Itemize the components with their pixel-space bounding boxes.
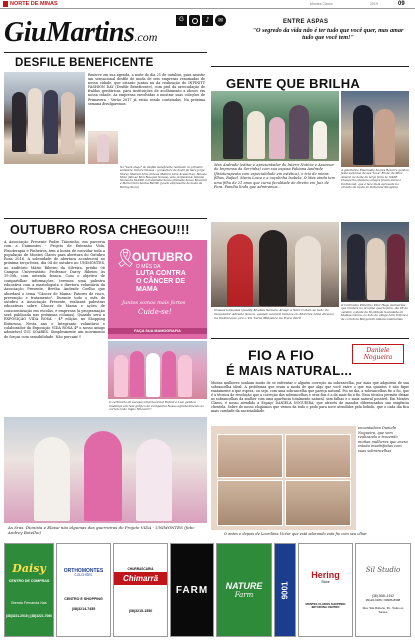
header-page-number: 09 [398,0,405,7]
fio-caption-bottom: O antes e depois de Lourilima Victor que está adorando esta fio com seu olhar [224,532,367,536]
ad-sil-phone: (38) 3081-1912 [372,594,394,599]
header-edition: 2019 [370,2,378,6]
quote-text: "O segredo da vida não é ter tudo que você quer, mas amar tudo que você tem!" [252,27,404,42]
ad-sil-phone2: 99122-6186 | 99986-8998 [365,598,401,603]
ad-nature-farm[interactable] [216,543,272,637]
quote-section-title: ENTRE ASPAS [283,19,329,25]
ad-sil-studio[interactable] [355,543,411,637]
ad-daisy-tagline: CENTRO DE COMPRAS [8,579,50,584]
ad-hering-store[interactable] [298,543,353,637]
desfile-caption: No "back stage" do desfile beneficente realizado no primeiro semestre, Naiara Nassau - (consultora de moda da Sara Jorge Store), Mairani Lima (lida-se Mairani Lima Acessórios), Simone Mota (lida-se Mon Bouquet Noivas), seta profissional, Silvana Nunes de SAÚDE com Danielle Souza (Danielle Souza Mozerel) e Maria Clara Santos Bertini (jovem empresária da moda da Hering Store) [120,165,207,189]
outubro-title: OUTUBRO ROSA CHEGOU!!! [10,223,190,237]
outubro-photo-women [4,417,207,523]
fio-photo-eyes [211,426,356,530]
outubro-poster-script: Juntos somos mais fortes [122,300,186,306]
outubro-poster [108,240,207,339]
fio-title-line1: FIO A FIO [248,347,315,363]
fio-caption-right: encantadora Daniela Nogueira, que vem realizando e trazendo muitas mulheres que aceso estaão insatisfeitas com suas sobrancelhas [358,426,408,453]
ad-chimarra-phone: (38)3215-1550 [128,608,153,613]
gente-photo-couple [341,91,409,167]
header-flag-left [3,1,8,7]
outubro-poster-line3: LUTA CONTRA [136,270,186,277]
social-icons [176,15,232,27]
ad-hering-name: Hering [311,570,340,581]
gente-caption-center: Nossas lobbadas Quality Models Samara Araújo e Sara Cohen se tudo do maquiador Adriano Souza, quando uaaram temece do Motores Lima direcao na tradincacao pra o Vix Turra Mktplace na Folca 2016 [214,308,334,320]
ad-ortho-sub: COLCHÕES [74,572,93,577]
ad-hering-number: 9001 [280,581,290,599]
ad-nature-name: NATURE [225,581,263,591]
ad-daisy[interactable] [4,543,54,637]
outubro-caption-bottom: As Sras. Dionisia e Elaise não algumas das guerreiras do Projeto VIDA - UNIMONTES (foto: Andrey Botelho) [8,525,195,535]
outubro-poster-footer: FAÇA SUA MAMOGRAFIA [108,328,207,334]
header-section-name: NORTE DE MINAS [10,1,58,7]
fio-brand-logo: Daniele Nogueira [352,344,404,364]
top-header-bar [0,0,415,9]
ad-nature-sub: Farm [234,591,254,599]
outubro-poster-line5: MAMA [136,286,158,293]
ad-chimarra[interactable] [113,543,168,637]
ad-ortho-line: CENTRO E SHOPPING [64,597,103,601]
ad-farm[interactable] [170,543,214,637]
brand-logo-domain: .com [134,30,158,44]
ad-hering-line: MONTES CLAROS SHOPPING IBITURUNA CENTRO [305,601,346,610]
desfile-photo-group [4,72,85,164]
gente-photo-trio [341,222,409,302]
ad-farm-name: FARM [175,584,209,596]
fio-body: Muitas mulheres sonham muito de se enfrentar o alguém correção na sobrancelha, por mais que adquirem de sua sobrancelha ideal. A problemas que eram a moda de que algo que você entre o que sua quantos é não fique exatamente a que espera, ou seja, com uma sobrancelha que pareça natural. Foi no dia, a sobrancelhas fio a fio, que é a técnica de resolução que a correção das sobrancelhas e seus fios é a da mais fio a fio. Essa técnica permite deixar as sobrancelhas da mulher com uma aparência totalmente natural, sem falhas e o mais natural possível. Em Montes Claros, é nosso atendido a Espaço DANIELA NOGUEIRA, que através de mandos diferenciados sua exigência clientela. Sobre do nosso elogiamos que vemos da todo o pedo para nove atendidos pela bebido, que o cada dia fica mais caridade da nacionalidade. [211,381,409,413]
desfile-title: DESFILE BENEFICENTE [15,57,154,69]
outubro-poster-line2: O MÊS DA [136,264,161,270]
desfile-top-rule [4,52,207,53]
ad-sil-name: Sil Studio [365,566,401,575]
brand-logo-text: GiuMartins [4,17,135,48]
ad-chimarra-name: Chimarrã [114,572,167,585]
pink-ribbon-icon: 🎗 [114,248,137,269]
gente-photo-models [211,222,339,307]
fio-top-rule [211,338,409,339]
outubro-body: A Associação Presente Padre Tiãozinho, em parceria com a Unimontes - Projeto de Extensão Vida, Fisioterapia e Pinheiros, tem a honra de convidar toda a população de Montes Claros para abertura do Outubro Rosa 2016. A solenidade de abertura acontecerá no próxima terça-feira, dia 04 de outubro no UNIMONTES, no auditório Mário Ribeiro da Silveira, prédio 06 Campus Universitário Professor Darcy Ribeiro às 19:30h, com entrada franca. Com o objetivo de compartilhar informações, teremos uma palestra educativa com a mastologista e diretora voluntária da Associação Presente, Bertha Andrade Coelho que abordará o tema "Câncer de Mama: Fatores de risco, prevenção e tratamento". Durante todo o mês de outubro a Associação Presente, realizará palestras educativas sobre Câncer de Mama e ações de conscientização em escolas, e empresas (a programação será publicada nas próximas colunas). Quando será a EXPOSIÇÃO VIDA ROSA - 4ª edição, no Shopping Ibituruna, Nesta ano o Integrante voluntário e colaborador da Exposição VIDA ROSA 4ª o nosso amigo admirável GUI SOARES. Simplesmente um movimento de forças com sensibilidade. Não percam!!! [4,240,105,339]
ad-chimarra-top: CHURRASCARIA [127,567,154,572]
gente-caption-bottom-right: O Cerimônia Platerino Vitor Hugo Guimarães que renderá na próxima quarta feira, dia 06 de outubro a idade da Facilidade Sociedade de Montes Claros, ao lado da amiga Lara Tolfoni e da corretora Margareth Amiano Guimarães [341,303,409,321]
instagram-icon[interactable] [189,15,200,26]
header-city: Montes Claros [310,2,333,6]
fio-title-line2: É MAIS NATURAL... [226,363,353,378]
share-icon[interactable]: ✉ [215,15,226,26]
ad-sil-address: Rua: São Roberto, 39 - Todos os Santos [362,605,404,614]
ad-ortho-name: ORTHOMONTES [63,567,104,574]
gente-title: GENTE QUE BRILHA [226,76,361,91]
gente-caption-right: A galeristica Emanuelly Soares Bezerra ganhou festa surpresa de seu "love" Bruno da Silva Amaral na noite de terça feira no NAZE Cheapería (elsmano amigos fazem dersa e tradicional, que é tece mais aprovada no circuito da moda do Ibituruna Shopping [341,168,409,190]
gente-caption-main: Max Andrade (editor e apresentador do Interir Notícia e Assessor de Imprensa da Serrinha) com sua esposa Fabiana Andrade (fisioterapeuta com especialidade em estética), e trio de minas filhas, Rafael, Maria Luiza e a caçulinha Isabela. O Max ainda tem uma filha de 21 anos que cursa faculdade de direito em Juiz de Fora. Família linda que admiramos... [214,163,336,190]
desfile-body: Reserve em sua agenda, a noite do dia 21 de outubro, para assistir um sensacional desfile de moda de seis empresas renomadas de nossa cidade, que estarão juntas na da realização do INFINITY FASHION DAY (Desfile Beneficente), com prol da arrecadação de fraldas geriátricas, para instituições de acolhimento a idosos em nossa cidade. As empresas envolvidas a mostrar suas coleções de Primavera - Verão 2017 já estão sendo contatadas. Na próxima semana divulgaremos. [88,73,205,106]
gente-top-rule [211,66,409,67]
tiktok-icon[interactable]: ♪ [202,15,213,26]
ad-ortho-phone: (38)3214-7455 [71,607,96,612]
ad-daisy-phone: (38)3221-2015 | (38)3221-7060 [5,613,52,618]
gente-photo-family [211,91,339,161]
facebook-icon[interactable]: G [176,15,187,26]
ad-orthomontes[interactable] [56,543,111,637]
outubro-poster-script2: Cuide-se! [138,308,172,316]
outubro-caption-group: O certinario de sucesso internacional Fadrid a Luiz ganhou mudança em real gráfico da Campanha Nosso agradecimento no correio todo mijeo Nilócan!!! [109,400,205,411]
ad-hering-num[interactable] [274,543,296,637]
outubro-poster-line4: O CÂNCER DE [136,278,186,285]
outubro-photo-group [108,341,207,399]
ad-daisy-name: Daisy [12,562,46,576]
outubro-poster-line1: OUTUBRO [132,250,193,264]
ad-daisy-line: Brenda Fernanda Nas [11,601,47,606]
outubro-top-rule [4,218,207,219]
ad-hering-label: Store [321,580,330,585]
desfile-photo-dress [88,131,118,164]
